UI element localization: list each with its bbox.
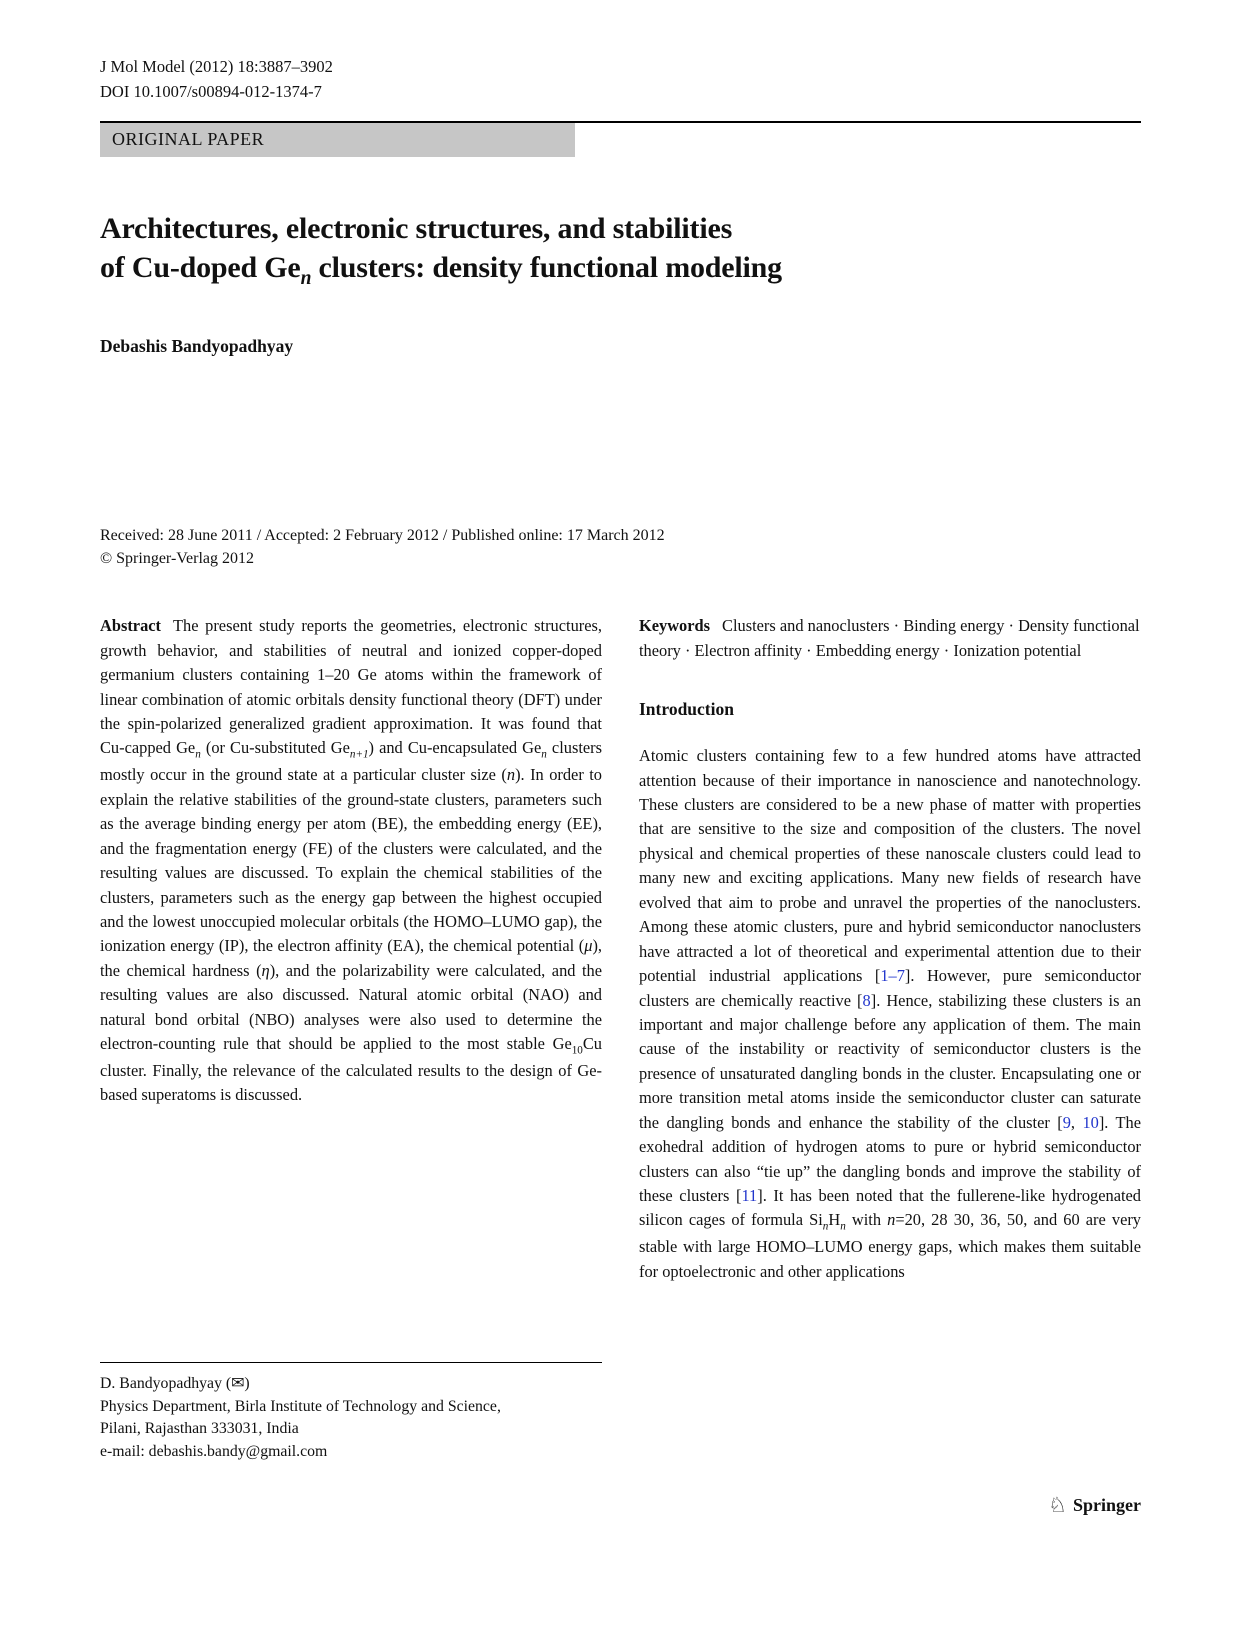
journal-citation: J Mol Model (2012) 18:3887–3902 [100,57,333,76]
introduction-paragraph [639,744,1141,1284]
text-segment: n+1 [349,748,369,761]
publisher-name: Springer [1072,1495,1141,1515]
text-segment: =20, 28 30, 36, 50, and 60 are very stable with large HOMO–LUMO energy gaps, which makes them suitable for optoelectronic and other applications [639,1210,1142,1281]
text-segment: with [845,1210,888,1230]
affiliation-line2: Pilani, Rajasthan 333031, India [100,1420,299,1438]
text-segment: n [822,1220,829,1233]
text-segment: ), the chemical hardness ( [100,936,602,980]
text-segment: ]. The exohedral addition of hydrogen atoms to pure or hybrid semiconductor clusters can also “tie up” the dangling bonds and improve the stability of these clusters [ [639,1112,1141,1206]
title-line2-post: clusters: density functional modeling [311,251,782,285]
text-segment: ]. It has been noted that the fullerene-like hydrogenated silicon cages of formula Si [639,1186,1141,1230]
text-segment: n [541,748,547,761]
text-segment: ). In order to explain the relative stabilities of the ground-state clusters, parameters such as the average binding energy per atom (BE), the embedding energy (EE), and the fragmentation energy (FE) of the clusters were calculated, and the resulting values are discussed. To explain the chemical stabilities of the clusters, parameters such as the energy gap between the highest occupied and the lowest unoccupied molecular orbitals (the HOMO–LUMO gap), the ionization energy (IP), the electron affinity (EA), the chemical potential ( [100,765,602,956]
header-rule [100,121,1141,157]
abstract-label: Abstract [100,616,161,636]
footnote-rule [100,1362,602,1363]
left-column [100,614,602,1464]
citation-link[interactable]: 9 [1062,1112,1071,1132]
text-segment: clusters mostly occur in the ground state at a particular cluster size ( [100,738,602,785]
text-segment: n [195,748,201,761]
citation-link[interactable]: 10 [1082,1112,1099,1132]
corresponding-author-line: D. Bandyopadhyay (✉) [100,1374,250,1392]
author-name: Debashis Bandyopadhyay [100,335,294,356]
title-line2-pre: of Cu-doped Ge [100,251,301,285]
keywords-label: Keywords [639,616,711,636]
text-segment: Atomic clusters containing few to a few hundred atoms have attracted attention because of their importance in nanoscience and nanotechnology. These clusters are considered to be a new phase of matter with properties that are sensitive to the size and composition of the clusters. The novel physical and chemical properties of these nanoscale clusters could lead to many new and exciting applications. Many new fields of research have evolved that aim to probe and unravel the properties of the nanoclusters. Among these atomic clusters, pure and hybrid semiconductor nanoclusters have attracted a lot of theoretical and experimental attention due to their potential industrial applications [ [639,746,1141,986]
copyright-line: © Springer-Verlag 2012 [100,549,255,567]
text-segment: H [828,1210,841,1230]
springer-logo-icon: ♘ [1048,1493,1067,1517]
text-segment: (or Cu-substituted Ge [200,738,350,758]
two-column-body [100,614,1141,1464]
text-segment: n [840,1220,846,1233]
citation-link[interactable]: 11 [741,1186,758,1206]
publisher-footer [1048,1495,1141,1516]
text-segment: ) and Cu-encapsulated Ge [368,738,542,758]
text-segment: The present study reports the geometries, electronic structures, growth behavior, and stabilities of neutral and ionized copper-doped germanium clusters containing 1–20 Ge atoms within the framework of linear combination of atomic orbitals density functional theory (DFT) under the spin-polarized generalized gradient approximation. It was found that Cu-capped Ge [100,616,602,758]
right-column [639,614,1141,1464]
introduction-heading: Introduction [639,699,734,720]
paper-title [100,209,1141,292]
title-subscript: n [300,268,312,290]
text-segment: ]. Hence, stabilizing these clusters is an important and major challenge before any application of them. The main cause of the instability or reactivity of semiconductor clusters is the presence of unsaturated dangling bonds in the cluster. Encapsulating one or more transition metal atoms inside the semiconductor cluster can saturate the dangling bonds and enhance the stability of the cluster [ [639,990,1142,1132]
text-segment: ]. However, pure semiconductor clusters are chemically reactive [ [639,966,1142,1010]
citation-link[interactable]: 8 [862,990,871,1010]
text-segment: , [1070,1112,1083,1132]
affiliation-line1: Physics Department, Birla Institute of Technology and Science, [100,1397,501,1415]
abstract [100,614,602,1108]
title-line1: Architectures, electronic structures, and stabilities [100,211,733,245]
text-segment: Cu cluster. Finally, the relevance of the calculated results to the design of Ge-based superatoms is discussed. [100,1034,602,1105]
text-segment: 10 [571,1044,583,1057]
text-segment: η [261,960,270,980]
correspondence-footnote [100,1362,602,1465]
journal-masthead [100,55,1141,105]
text-segment: ), and the polarizability were calculated, and the resulting values are also discussed. Natural atomic orbital (NAO) and natural bond orbital (NBO) analyses were also used to determine the electron-counting rule that should be applied to the most stable Ge [100,960,602,1054]
email-link[interactable]: e-mail: debashis.bandy@gmail.com [100,1443,328,1461]
text-segment: n [506,765,516,785]
keywords-block [639,614,1141,663]
received-accepted-dates: Received: 28 June 2011 / Accepted: 2 February 2012 / Published online: 17 March 2012 [100,526,665,544]
text-segment: μ [584,936,593,956]
journal-doi: DOI 10.1007/s00894-012-1374-7 [100,81,322,101]
text-segment: n [887,1210,896,1230]
keywords-text: Clusters and nanoclusters · Binding energy · Density functional theory · Electron affinity · Embedding energy · Ionization potential [639,616,1140,660]
publication-history [100,525,1141,570]
abstract-text [100,616,602,1104]
citation-link[interactable]: 1–7 [880,966,905,986]
article-type-banner: ORIGINAL PAPER [100,123,575,157]
